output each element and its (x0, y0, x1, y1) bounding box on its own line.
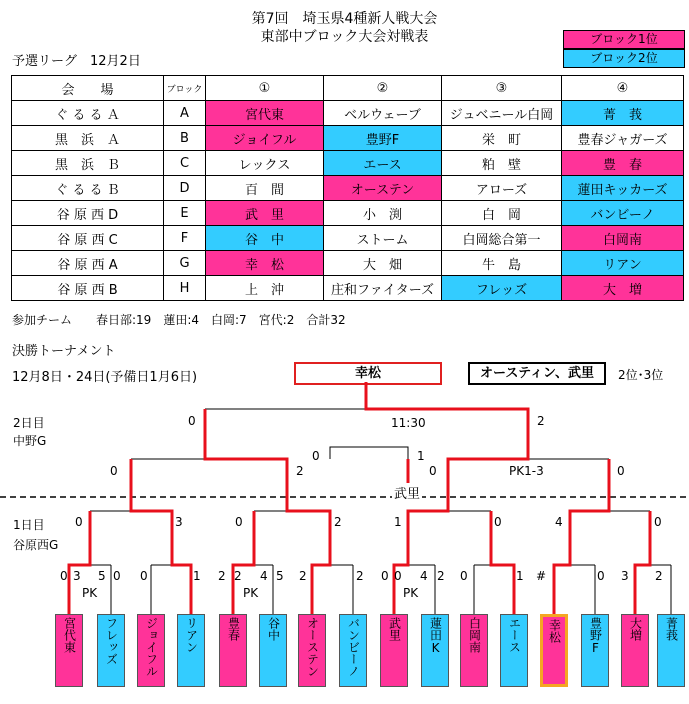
team-cell: アローズ (442, 176, 562, 201)
team-cell: バンビーノ (562, 201, 684, 226)
runners-note: 2位･3位 (618, 368, 664, 382)
team-cell: 蓮田キッカーズ (562, 176, 684, 201)
team-box: バンビーノ (339, 614, 367, 687)
team-cell: 白 岡 (442, 201, 562, 226)
team-cell: 豊野F (324, 126, 442, 151)
r1-score: 2 (218, 569, 226, 583)
team-cell: エース (324, 151, 442, 176)
block-cell: D (164, 176, 206, 201)
r1-score: 2 (437, 569, 445, 583)
team-box: 豊春 (219, 614, 247, 687)
score-qf2-right: 2 (334, 515, 342, 529)
legend-block2: ブロック2位 (563, 49, 685, 68)
team-cell: リアン (562, 251, 684, 276)
team-cell: ジョイフル (206, 126, 324, 151)
block-cell: B (164, 126, 206, 151)
score-qf3-left: 1 (394, 515, 402, 529)
bracket-base (69, 382, 671, 614)
team-cell: 小 渕 (324, 201, 442, 226)
r1-score: 5 (98, 569, 106, 583)
team-cell: 大 畑 (324, 251, 442, 276)
score-qf4-right: 0 (654, 515, 662, 529)
score-qf1-right: 3 (175, 515, 183, 529)
round-label: 予選リーグ 12月2日 (12, 54, 141, 69)
r1-score: 1 (516, 569, 524, 583)
team-cell: 菁 莪 (562, 101, 684, 126)
score-semi-right-right: 0 (617, 464, 625, 478)
r1-score: 0 (381, 569, 389, 583)
day1-venue: 谷原西G (13, 538, 59, 552)
team-box: 大増 (621, 614, 649, 687)
team-box: 白岡南 (460, 614, 488, 687)
pk-label: PK (243, 586, 259, 600)
team-cell: ベルウェーブ (324, 101, 442, 126)
team-cell: 栄 町 (442, 126, 562, 151)
team-cell: 宮代東 (206, 101, 324, 126)
score-semi-left-right: 2 (296, 464, 304, 478)
final-time: 11:30 (391, 416, 426, 430)
score-final-left: 0 (188, 414, 196, 428)
score-semi-right-left: 0 (429, 464, 437, 478)
team-cell: 大 増 (562, 276, 684, 301)
team-cell: 豊 春 (562, 151, 684, 176)
champion-box: 幸松 (294, 362, 442, 385)
r1-score: 1 (193, 569, 201, 583)
team-cell: 百 間 (206, 176, 324, 201)
participants: 参加チーム 春日部:19 蓮田:4 白岡:7 宮代:2 合計32 (12, 313, 346, 327)
header-slot1: ① (206, 76, 324, 101)
team-cell: 白岡総合第一 (442, 226, 562, 251)
header-slot4: ④ (562, 76, 684, 101)
r1-score: 3 (621, 569, 629, 583)
block-cell: C (164, 151, 206, 176)
legend-block1: ブロック1位 (563, 30, 685, 49)
title-line1: 第7回 埼玉県4種新人戦大会 (251, 11, 438, 27)
r1-score: 0 (140, 569, 148, 583)
day2-venue: 中野G (13, 434, 47, 448)
team-box: ジョイフル (137, 614, 165, 687)
pk-label: PK (82, 586, 98, 600)
team-box: 武里 (380, 614, 408, 687)
team-cell: 武 里 (206, 201, 324, 226)
team-cell: 豊春ジャガーズ (562, 126, 684, 151)
team-box: フレッズ (97, 614, 125, 687)
team-cell: 牛 島 (442, 251, 562, 276)
score-qf1-left: 0 (75, 515, 83, 529)
venue-cell: 谷 原 西 C (12, 226, 164, 251)
pk-note: PK1-3 (509, 464, 544, 478)
r1-score: 0 (113, 569, 121, 583)
team-cell: 庄和ファイターズ (324, 276, 442, 301)
tournament-heading: 決勝トーナメント (12, 344, 116, 359)
team-cell: 粕 壁 (442, 151, 562, 176)
runners-box: オースティン、武里 (468, 362, 606, 385)
r1-score: 0 (597, 569, 605, 583)
pk-label: PK (403, 586, 419, 600)
r1-score: 2 (356, 569, 364, 583)
r1-score: 0 (394, 569, 402, 583)
team-cell: 白岡南 (562, 226, 684, 251)
team-box: 宮代東 (55, 614, 83, 687)
r1-score: 3 (73, 569, 81, 583)
block-cell: A (164, 101, 206, 126)
r1-score: 2 (234, 569, 242, 583)
block-cell: G (164, 251, 206, 276)
score-final-right: 2 (537, 414, 545, 428)
block-cell: F (164, 226, 206, 251)
venue-cell: 黒 浜 Ｂ (12, 151, 164, 176)
team-cell: 幸 松 (206, 251, 324, 276)
r1-score: 2 (655, 569, 663, 583)
day2-label: 2日目 (13, 416, 45, 430)
header-block: ブロック (164, 76, 206, 101)
team-cell: ストーム (324, 226, 442, 251)
header-venue: 会 場 (12, 76, 164, 101)
team-cell: オーステン (324, 176, 442, 201)
venue-cell: ぐ る る Ｂ (12, 176, 164, 201)
r1-score: 2 (299, 569, 307, 583)
team-cell: レックス (206, 151, 324, 176)
final-venue: 武里 (392, 483, 422, 502)
team-cell: 上 沖 (206, 276, 324, 301)
score-qf4-left: 4 (555, 515, 563, 529)
team-box: 谷中 (259, 614, 287, 687)
team-box: 幸松 (540, 614, 568, 687)
venue-cell: 谷 原 西 A (12, 251, 164, 276)
venue-cell: 谷 原 西 B (12, 276, 164, 301)
venue-cell: ぐ る る Ａ (12, 101, 164, 126)
block-cell: H (164, 276, 206, 301)
team-cell: ジュベニール白岡 (442, 101, 562, 126)
r1-score: 5 (276, 569, 284, 583)
team-box: 豊野F (581, 614, 609, 687)
score-third-left: 0 (312, 449, 320, 463)
team-box: 菁莪 (657, 614, 685, 687)
venue-cell: 谷 原 西 D (12, 201, 164, 226)
header-slot2: ② (324, 76, 442, 101)
block-cell: E (164, 201, 206, 226)
day1-label: 1日目 (13, 518, 45, 532)
r1-score: # (536, 569, 547, 583)
score-third-right: 1 (417, 449, 425, 463)
score-qf2-left: 0 (235, 515, 243, 529)
team-cell: フレッズ (442, 276, 562, 301)
r1-score: 0 (60, 569, 68, 583)
team-box: リアン (177, 614, 205, 687)
r1-score: 4 (260, 569, 268, 583)
team-box: エース (500, 614, 528, 687)
team-cell: 谷 中 (206, 226, 324, 251)
venue-cell: 黒 浜 Ａ (12, 126, 164, 151)
header-slot3: ③ (442, 76, 562, 101)
score-semi-left-left: 0 (110, 464, 118, 478)
r1-score: 0 (460, 569, 468, 583)
team-box: 蓮田K (421, 614, 449, 687)
tournament-dates: 12月8日・24日(予備日1月6日) (12, 370, 198, 385)
team-box: オーステン (298, 614, 326, 687)
title-line2: 東部中ブロック大会対戦表 (260, 29, 429, 45)
r1-score: 4 (420, 569, 428, 583)
score-qf3-right: 0 (494, 515, 502, 529)
